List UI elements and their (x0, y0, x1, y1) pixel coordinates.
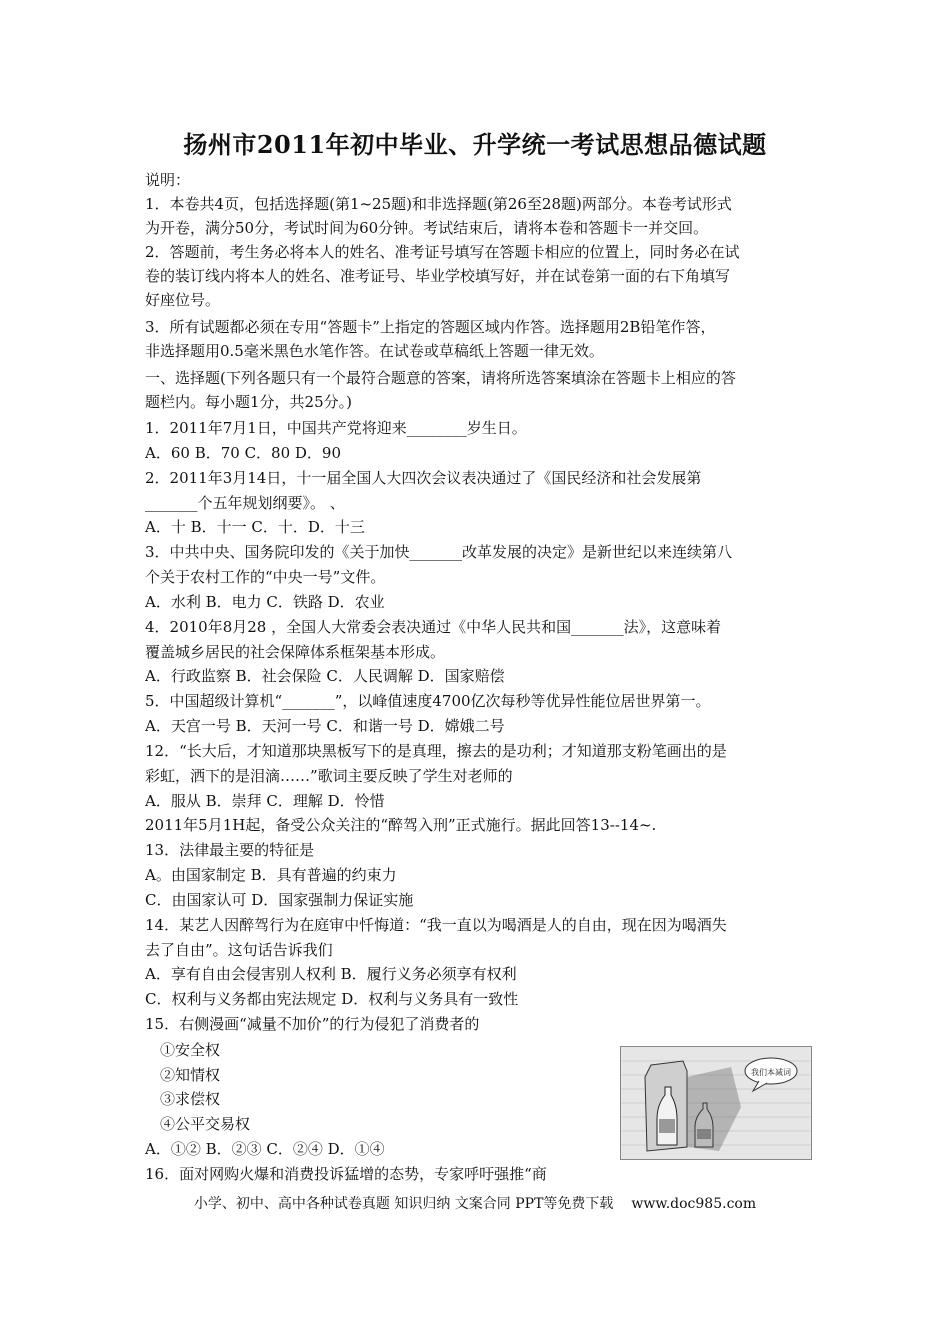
text-line: 3．所有试题都必须在专用“答题卡”上指定的答题区域内作答。选择题用2B铅笔作答， (145, 318, 716, 336)
text-line: 好座位号。 (145, 291, 221, 309)
question-3-options: A．水利 B．电力 C．铁路 D．农业 (145, 593, 385, 611)
text-line: 为开卷，满分50分，考试时间为60分钟。考试结束后，请将本卷和答题卡一并交回。 (145, 219, 709, 237)
cartoon-drawing (621, 1047, 811, 1159)
question-2: 2．2011年3月14日，十一届全国人大四次会议表决通过了《国民经济和社会发展第 (145, 469, 702, 487)
page-footer (0, 1193, 950, 1213)
question-4-options: A．行政监察 B．社会保险 C．人民调解 D．国家赔偿 (145, 667, 505, 685)
page-title: 扬州市2011年初中毕业、升学统一考试思想品德试题 (183, 130, 767, 159)
q15-option: ②知情权 (160, 1066, 221, 1084)
question-14: 14．某艺人因醉驾行为在庭审中忏悔道：“我一直以为喝酒是人的自由，现在因为喝酒失 (145, 916, 727, 934)
question-14-options: C．权利与义务都由宪法规定 D．权利与义务具有一致性 (145, 990, 519, 1008)
text-line: 卷的装订线内将本人的姓名、准考证号、毕业学校填写好，并在试卷第一面的右下角填写 (145, 267, 731, 285)
question-15-choices: A．①② B．②③ C．②④ D．①④ (145, 1140, 385, 1158)
q15-option: ①安全权 (160, 1041, 221, 1059)
question-12: 12．“长大后，才知道那块黑板写下的是真理，擦去的是功利；才知道那支粉笔画出的是 (145, 742, 727, 760)
text-line: 个关于农村工作的“中央一号”文件。 (145, 568, 386, 586)
question-2-options: A．十 B．十一 C．十．D．十三 (145, 518, 365, 536)
question-1: 1．2011年7月1日，中国共产党将迎来________岁生日。 (145, 419, 527, 437)
question-15: 15．右侧漫画“减量不加价”的行为侵犯了消费者的 (145, 1015, 480, 1033)
question-4: 4．2010年8月28 ，全国人大常委会表决通过《中华人民共和国_______法》，这意味着 (145, 618, 722, 636)
question-5: 5．中国超级计算机“_______”，以峰值速度4700亿次每秒等优异性能位居世界第一。 (145, 692, 711, 710)
text-line: 说明： (145, 171, 191, 189)
question-3: 3．中共中央、国务院印发的《关于加快_______改革发展的决定》是新世纪以来连续第八 (145, 543, 733, 561)
text-line: 1．本卷共4页，包括选择题(第1~25题)和非选择题(第26至28题)两部分。本卷考试形式 (145, 195, 732, 213)
text-line: 非选择题用0.5毫米黑色水笔作答。在试卷或草稿纸上答题一律无效。 (145, 342, 604, 360)
footer-url[interactable]: www.doc985.com (631, 1196, 757, 1212)
question-14-options: A．享有自由会侵害别人权利 B．履行义务必须享有权利 (145, 965, 517, 983)
text-line: _______个五年规划纲要》。 、 (145, 494, 345, 512)
question-5-options: A．天宫一号 B．天河一号 C．和谐一号 D．嫦娥二号 (145, 717, 505, 735)
text-line: 覆盖城乡居民的社会保障体系框架基本形成。 (145, 643, 446, 661)
cartoon-image (620, 1046, 812, 1160)
cartoon-speech-text: 我们本减词 (751, 1068, 791, 1077)
q15-option: ④公平交易权 (160, 1115, 251, 1133)
question-12-options: A．服从 B．崇拜 C．理解 D．怜惜 (145, 792, 385, 810)
text-line: 题栏内。每小题1分，共25分。) (145, 393, 352, 411)
footer-text: 小学、初中、高中各种试卷真题 知识归纳 文案合同 PPT等免费下载 (193, 1196, 614, 1212)
question-13-options: A。由国家制定 B．具有普遍的约束力 (145, 866, 397, 884)
text-line: 2011年5月1H起，备受公众关注的“醉驾入刑”正式施行。据此回答13--14~. (145, 816, 657, 834)
text-line: 去了自由”。这句话告诉我们 (145, 941, 333, 959)
text-line: 彩虹，洒下的是泪滴……”歌词主要反映了学生对老师的 (145, 767, 513, 785)
text-line: 一、选择题(下列各题只有一个最符合题意的答案，请将所选答案填涂在答题卡上相应的答 (145, 369, 736, 387)
question-13: 13．法律最主要的特征是 (145, 841, 315, 859)
question-1-options: A．60 B．70 C．80 D．90 (145, 444, 342, 462)
question-16: 16．面对网购火爆和消费投诉猛增的态势，专家呼吁强推“商 (145, 1165, 547, 1183)
text-line: 2．答题前，考生务必将本人的姓名、准考证号填写在答题卡相应的位置上，同时务必在试 (145, 243, 740, 261)
q15-option: ③求偿权 (160, 1090, 221, 1108)
question-13-options: C．由国家认可 D．国家强制力保证实施 (145, 891, 414, 909)
